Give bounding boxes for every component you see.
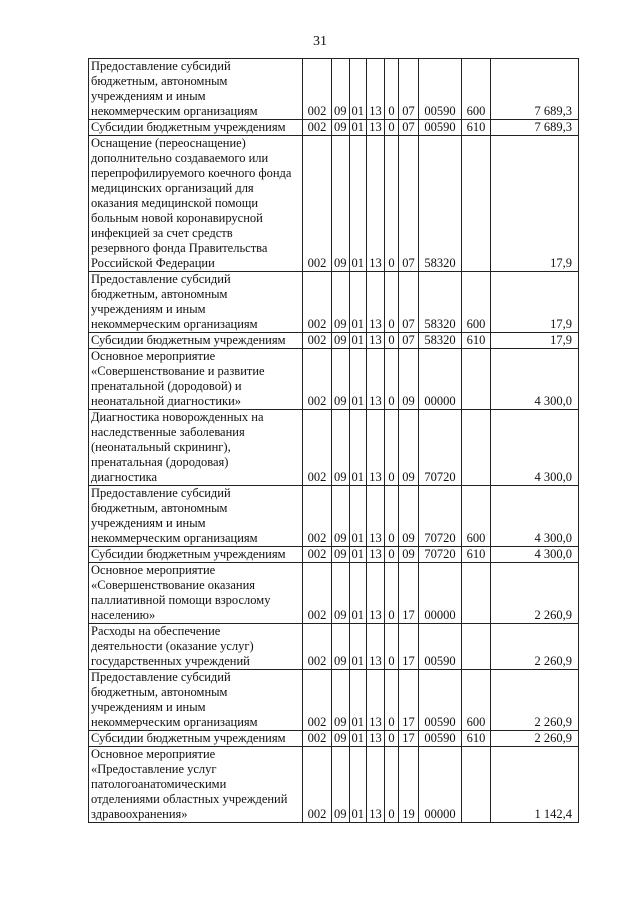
row-name-cell: Предоставление субсидий бюджетным, автономным учреждениям и иным некоммерческим организациям [89, 670, 303, 731]
event-code-cell: 07 [399, 120, 419, 136]
program-code-cell: 13 [367, 547, 385, 563]
section-code-cell: 09 [332, 272, 350, 333]
direction-code-cell: 00000 [419, 563, 462, 624]
admin-code-cell: 002 [303, 333, 332, 349]
amount-cell: 7 689,3 [491, 59, 579, 120]
event-code-cell: 17 [399, 624, 419, 670]
subprogram-code-cell: 0 [385, 120, 399, 136]
amount-cell: 2 260,9 [491, 731, 579, 747]
subsection-code-cell: 01 [349, 136, 367, 272]
program-code-cell: 13 [367, 136, 385, 272]
section-code-cell: 09 [332, 547, 350, 563]
expense-type-cell: 600 [462, 486, 491, 547]
section-code-cell: 09 [332, 410, 350, 486]
subsection-code-cell: 01 [349, 624, 367, 670]
subsection-code-cell: 01 [349, 547, 367, 563]
admin-code-cell: 002 [303, 624, 332, 670]
budget-table [88, 58, 579, 823]
subsection-code-cell: 01 [349, 59, 367, 120]
direction-code-cell: 00000 [419, 747, 462, 823]
table-row [89, 624, 579, 670]
subsection-code-cell: 01 [349, 272, 367, 333]
subsection-code-cell: 01 [349, 563, 367, 624]
program-code-cell: 13 [367, 333, 385, 349]
direction-code-cell: 00590 [419, 731, 462, 747]
row-name-cell: Предоставление субсидий бюджетным, автономным учреждениям и иным некоммерческим организациям [89, 486, 303, 547]
program-code-cell: 13 [367, 410, 385, 486]
expense-type-cell [462, 563, 491, 624]
section-code-cell: 09 [332, 486, 350, 547]
subprogram-code-cell: 0 [385, 349, 399, 410]
admin-code-cell: 002 [303, 747, 332, 823]
program-code-cell: 13 [367, 486, 385, 547]
subsection-code-cell: 01 [349, 349, 367, 410]
subsection-code-cell: 01 [349, 747, 367, 823]
row-name-cell: Субсидии бюджетным учреждениям [89, 333, 303, 349]
direction-code-cell: 70720 [419, 486, 462, 547]
section-code-cell: 09 [332, 747, 350, 823]
admin-code-cell: 002 [303, 272, 332, 333]
expense-type-cell [462, 410, 491, 486]
subprogram-code-cell: 0 [385, 272, 399, 333]
program-code-cell: 13 [367, 670, 385, 731]
admin-code-cell: 002 [303, 731, 332, 747]
section-code-cell: 09 [332, 333, 350, 349]
section-code-cell: 09 [332, 563, 350, 624]
program-code-cell: 13 [367, 731, 385, 747]
row-name-cell: Оснащение (переоснащение) дополнительно создаваемого или перепрофилируемого коечного фонда медицинских организаций для оказания медицинской помощи больным новой коронавирусной инфекцией за счет средств резервного фонда Правительства Российской Федерации [89, 136, 303, 272]
subprogram-code-cell: 0 [385, 547, 399, 563]
subprogram-code-cell: 0 [385, 59, 399, 120]
amount-cell: 4 300,0 [491, 349, 579, 410]
table-row [89, 136, 579, 272]
event-code-cell: 07 [399, 333, 419, 349]
event-code-cell: 07 [399, 136, 419, 272]
event-code-cell: 09 [399, 547, 419, 563]
direction-code-cell: 00590 [419, 624, 462, 670]
row-name-cell: Расходы на обеспечение деятельности (оказание услуг) государственных учреждений [89, 624, 303, 670]
row-name-cell: Основное мероприятие «Предоставление услуг патологоанатомическими отделениями областных учреждений здравоохранения» [89, 747, 303, 823]
table-row [89, 747, 579, 823]
admin-code-cell: 002 [303, 410, 332, 486]
direction-code-cell: 00590 [419, 670, 462, 731]
program-code-cell: 13 [367, 349, 385, 410]
event-code-cell: 07 [399, 59, 419, 120]
subprogram-code-cell: 0 [385, 731, 399, 747]
expense-type-cell: 610 [462, 731, 491, 747]
table-row [89, 272, 579, 333]
program-code-cell: 13 [367, 120, 385, 136]
event-code-cell: 19 [399, 747, 419, 823]
amount-cell: 17,9 [491, 136, 579, 272]
amount-cell: 7 689,3 [491, 120, 579, 136]
amount-cell: 1 142,4 [491, 747, 579, 823]
expense-type-cell: 600 [462, 272, 491, 333]
expense-type-cell: 600 [462, 59, 491, 120]
row-name-cell: Предоставление субсидий бюджетным, автономным учреждениям и иным некоммерческим организациям [89, 59, 303, 120]
direction-code-cell: 58320 [419, 272, 462, 333]
program-code-cell: 13 [367, 272, 385, 333]
event-code-cell: 09 [399, 410, 419, 486]
section-code-cell: 09 [332, 624, 350, 670]
section-code-cell: 09 [332, 731, 350, 747]
table-row [89, 486, 579, 547]
subprogram-code-cell: 0 [385, 670, 399, 731]
amount-cell: 2 260,9 [491, 670, 579, 731]
program-code-cell: 13 [367, 563, 385, 624]
event-code-cell: 17 [399, 670, 419, 731]
program-code-cell: 13 [367, 747, 385, 823]
expense-type-cell [462, 624, 491, 670]
section-code-cell: 09 [332, 120, 350, 136]
table-row [89, 670, 579, 731]
subsection-code-cell: 01 [349, 410, 367, 486]
admin-code-cell: 002 [303, 59, 332, 120]
event-code-cell: 17 [399, 731, 419, 747]
row-name-cell: Субсидии бюджетным учреждениям [89, 731, 303, 747]
subsection-code-cell: 01 [349, 333, 367, 349]
direction-code-cell: 00590 [419, 59, 462, 120]
amount-cell: 4 300,0 [491, 410, 579, 486]
section-code-cell: 09 [332, 670, 350, 731]
amount-cell: 17,9 [491, 272, 579, 333]
subprogram-code-cell: 0 [385, 563, 399, 624]
admin-code-cell: 002 [303, 563, 332, 624]
table-row [89, 120, 579, 136]
subsection-code-cell: 01 [349, 486, 367, 547]
subsection-code-cell: 01 [349, 731, 367, 747]
expense-type-cell: 610 [462, 333, 491, 349]
subprogram-code-cell: 0 [385, 136, 399, 272]
direction-code-cell: 00000 [419, 349, 462, 410]
admin-code-cell: 002 [303, 120, 332, 136]
table-body [89, 59, 579, 823]
subprogram-code-cell: 0 [385, 486, 399, 547]
event-code-cell: 09 [399, 349, 419, 410]
subprogram-code-cell: 0 [385, 333, 399, 349]
amount-cell: 4 300,0 [491, 547, 579, 563]
expense-type-cell [462, 136, 491, 272]
row-name-cell: Основное мероприятие «Совершенствование оказания паллиативной помощи взрослому населению» [89, 563, 303, 624]
event-code-cell: 07 [399, 272, 419, 333]
subprogram-code-cell: 0 [385, 747, 399, 823]
subsection-code-cell: 01 [349, 120, 367, 136]
direction-code-cell: 00590 [419, 120, 462, 136]
row-name-cell: Предоставление субсидий бюджетным, автономным учреждениям и иным некоммерческим организациям [89, 272, 303, 333]
table-row [89, 547, 579, 563]
table-row [89, 349, 579, 410]
admin-code-cell: 002 [303, 349, 332, 410]
expense-type-cell [462, 349, 491, 410]
section-code-cell: 09 [332, 59, 350, 120]
event-code-cell: 09 [399, 486, 419, 547]
amount-cell: 4 300,0 [491, 486, 579, 547]
section-code-cell: 09 [332, 349, 350, 410]
amount-cell: 2 260,9 [491, 563, 579, 624]
amount-cell: 2 260,9 [491, 624, 579, 670]
table-row [89, 731, 579, 747]
row-name-cell: Субсидии бюджетным учреждениям [89, 120, 303, 136]
direction-code-cell: 58320 [419, 136, 462, 272]
expense-type-cell: 610 [462, 547, 491, 563]
event-code-cell: 17 [399, 563, 419, 624]
table-row [89, 410, 579, 486]
subprogram-code-cell: 0 [385, 410, 399, 486]
direction-code-cell: 70720 [419, 410, 462, 486]
table-row [89, 333, 579, 349]
admin-code-cell: 002 [303, 136, 332, 272]
table-row [89, 59, 579, 120]
program-code-cell: 13 [367, 59, 385, 120]
expense-type-cell [462, 747, 491, 823]
direction-code-cell: 58320 [419, 333, 462, 349]
expense-type-cell: 600 [462, 670, 491, 731]
direction-code-cell: 70720 [419, 547, 462, 563]
row-name-cell: Субсидии бюджетным учреждениям [89, 547, 303, 563]
row-name-cell: Основное мероприятие «Совершенствование и развитие пренатальной (дородовой) и неонатальной диагностики» [89, 349, 303, 410]
page-number: 31 [313, 34, 327, 49]
subprogram-code-cell: 0 [385, 624, 399, 670]
section-code-cell: 09 [332, 136, 350, 272]
subsection-code-cell: 01 [349, 670, 367, 731]
amount-cell: 17,9 [491, 333, 579, 349]
table-row [89, 563, 579, 624]
admin-code-cell: 002 [303, 670, 332, 731]
program-code-cell: 13 [367, 624, 385, 670]
admin-code-cell: 002 [303, 486, 332, 547]
admin-code-cell: 002 [303, 547, 332, 563]
expense-type-cell: 610 [462, 120, 491, 136]
row-name-cell: Диагностика новорожденных на наследственные заболевания (неонатальный скрининг), пренатальная (дородовая) диагностика [89, 410, 303, 486]
